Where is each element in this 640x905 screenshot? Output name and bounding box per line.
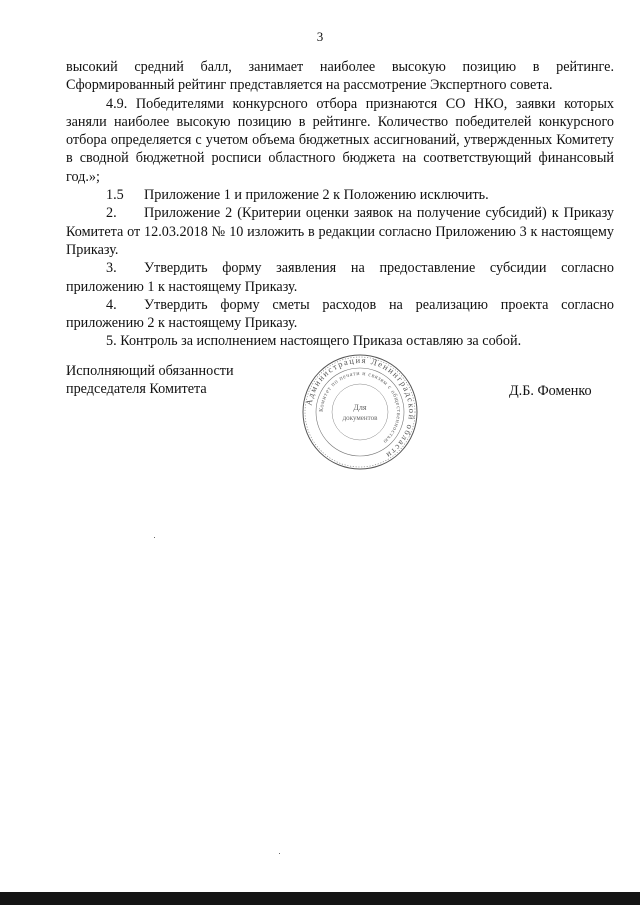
paragraph-continuation: высокий средний балл, занимает наиболее высокую позицию в рейтинге. Сформированный рейтинг представляется на рассмотрение Экспертного совета. xyxy=(66,59,614,94)
page-number: 3 xyxy=(316,29,324,44)
scan-speck xyxy=(154,537,155,538)
paragraph-text: Утвердить форму заявления на предоставление субсидии согласно приложению 1 к настоящему Приказу. xyxy=(66,260,614,295)
paragraph-number: 2. xyxy=(106,205,117,222)
scan-border-bottom xyxy=(0,892,640,905)
paragraph-text: Утвердить форму сметы расходов на реализацию проекта согласно приложению 2 к настоящему Приказу. xyxy=(66,296,614,332)
paragraph-4 xyxy=(66,296,614,333)
seal-center-line2: документов xyxy=(342,414,378,422)
official-seal xyxy=(300,352,420,472)
paragraph-4-9: 4.9. Победителями конкурсного отбора признаются СО НКО, заявки которых заняли наиболее высокую позицию в рейтинге. Количество победителей конкурсного отбора определяется с учетом объема бюджетных ассигнований, утвержденных Комитету в сводной бюджетной росписи областного бюджета на соответствующий финансовый год.»; xyxy=(66,95,614,185)
document-body xyxy=(66,58,614,351)
paragraph-3 xyxy=(66,259,614,296)
signatory-position-line2: председателя Комитета xyxy=(66,381,207,398)
paragraph-number: 4. xyxy=(106,296,117,313)
seal-inner-text: Комитет по печати и связям с общественностью xyxy=(318,370,402,445)
signatory-name: Д.Б. Фоменко xyxy=(509,383,592,399)
paragraph-number: 3. xyxy=(106,260,117,277)
seal-outer-text: Администрация Ленинградской области xyxy=(303,354,418,462)
seal-inner-ring xyxy=(332,384,388,440)
seal-center-line1: Для xyxy=(353,403,367,412)
paragraph-1-5 xyxy=(66,186,614,204)
paragraph-text: Приложение 1 и приложение 2 к Положению исключить. xyxy=(144,187,489,204)
paragraph-2 xyxy=(66,204,614,259)
scan-speck xyxy=(279,853,280,854)
paragraph-text: Приложение 2 (Критерии оценки заявок на получение субсидий) к Приказу Комитета от 12.03.2018 № 10 изложить в редакции согласно Приложению 3 к настоящему Приказу. xyxy=(66,205,614,258)
signatory-position xyxy=(66,362,234,399)
paragraph-5: 5. Контроль за исполнением настоящего Приказа оставляю за собой. xyxy=(106,333,522,350)
seal-middle-ring xyxy=(316,368,404,456)
paragraph-number: 1.5 xyxy=(106,187,124,204)
signatory-position-line1: Исполняющий обязанности xyxy=(66,363,234,379)
